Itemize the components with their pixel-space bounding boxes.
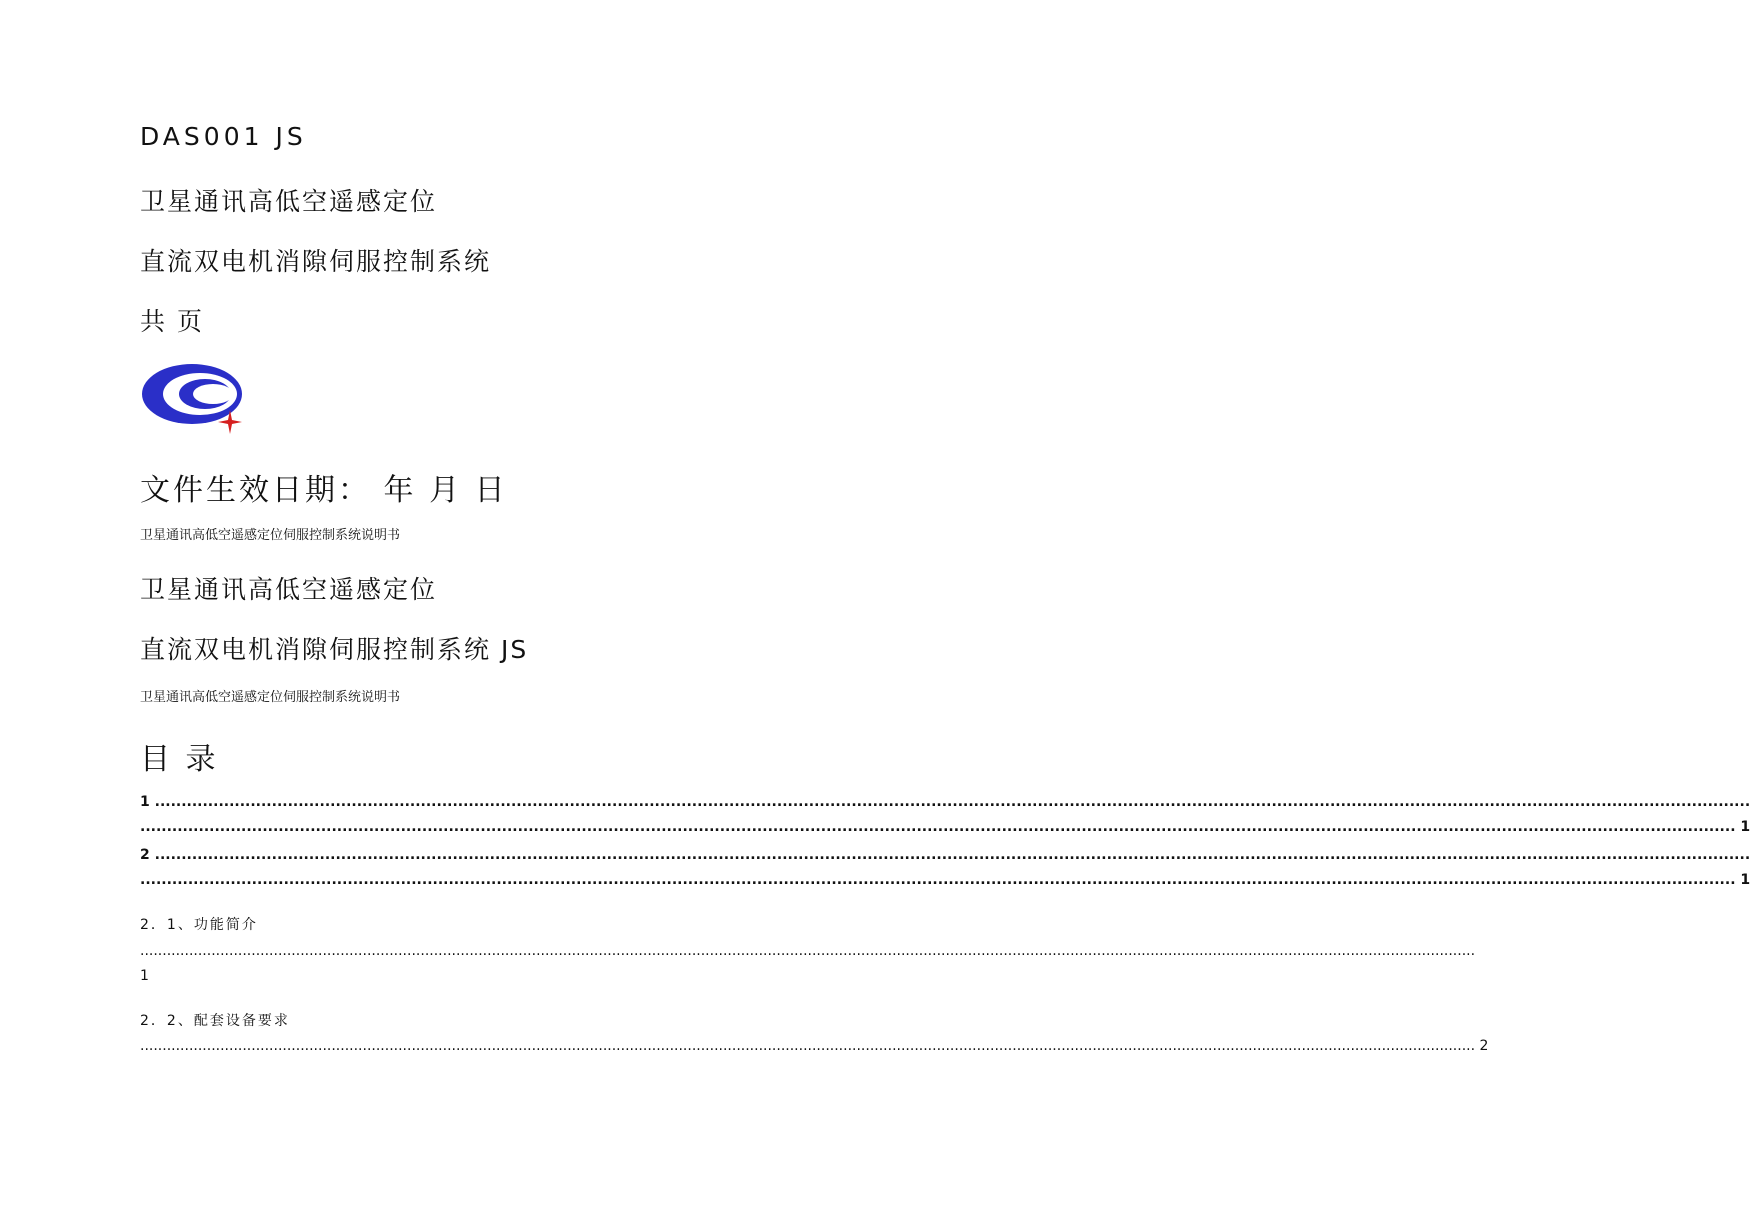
toc-entry-label: 2．1、功能简介 [140, 917, 258, 933]
toc-entry[interactable] [140, 843, 1750, 893]
toc-leader-dots: ............................................................................................................................................................................................................................................................................................................ [140, 819, 1736, 835]
doc-code: DAS001 JS [140, 122, 307, 151]
cover-title-line2: 直流双电机消隙伺服控制系统 [140, 247, 492, 276]
running-header: 卫星通讯高低空遥感定位伺服控制系统说明书 [140, 528, 401, 543]
second-title-line2: 直流双电机消隙伺服控制系统 JS [140, 635, 529, 664]
toc-entry-page: 1 [140, 968, 149, 984]
toc-entry-number: 1 [140, 794, 150, 810]
second-title-line1: 卫星通讯高低空遥感定位 [140, 575, 438, 604]
company-logo-icon [140, 360, 248, 434]
toc-entry[interactable] [140, 913, 1476, 989]
toc-entry[interactable] [140, 1009, 1489, 1059]
toc-leader-dots: ............................................................................................................................................................................................................................................................................................................ [154, 847, 1750, 863]
page-count: 共 页 [140, 307, 204, 336]
toc-leader-dots: ............................................................................................................................................................................................................................................................................................................ [140, 872, 1736, 888]
toc-entry-label: 2．2、配套设备要求 [140, 1013, 290, 1029]
running-header: 卫星通讯高低空遥感定位伺服控制系统说明书 [140, 690, 401, 705]
toc-leader-dots: ............................................................................................................................................................................................................................................................................................................ [140, 943, 1476, 959]
toc-heading: 目 录 [140, 742, 219, 777]
cover-title-line1: 卫星通讯高低空遥感定位 [140, 187, 438, 216]
toc-entry-page: 1 [1740, 819, 1750, 835]
toc-entry-page: 1 [1740, 872, 1750, 888]
toc-entry-number: 2 [140, 847, 150, 863]
toc-leader-dots: ............................................................................................................................................................................................................................................................................................................ [154, 794, 1750, 810]
toc-entry-page: 2 [1479, 1038, 1489, 1054]
toc-entry[interactable] [140, 790, 1750, 840]
effective-date: 文件生效日期： 年 月 日 [140, 473, 508, 508]
toc-leader-dots: ............................................................................................................................................................................................................................................................................................................ [140, 1038, 1476, 1054]
